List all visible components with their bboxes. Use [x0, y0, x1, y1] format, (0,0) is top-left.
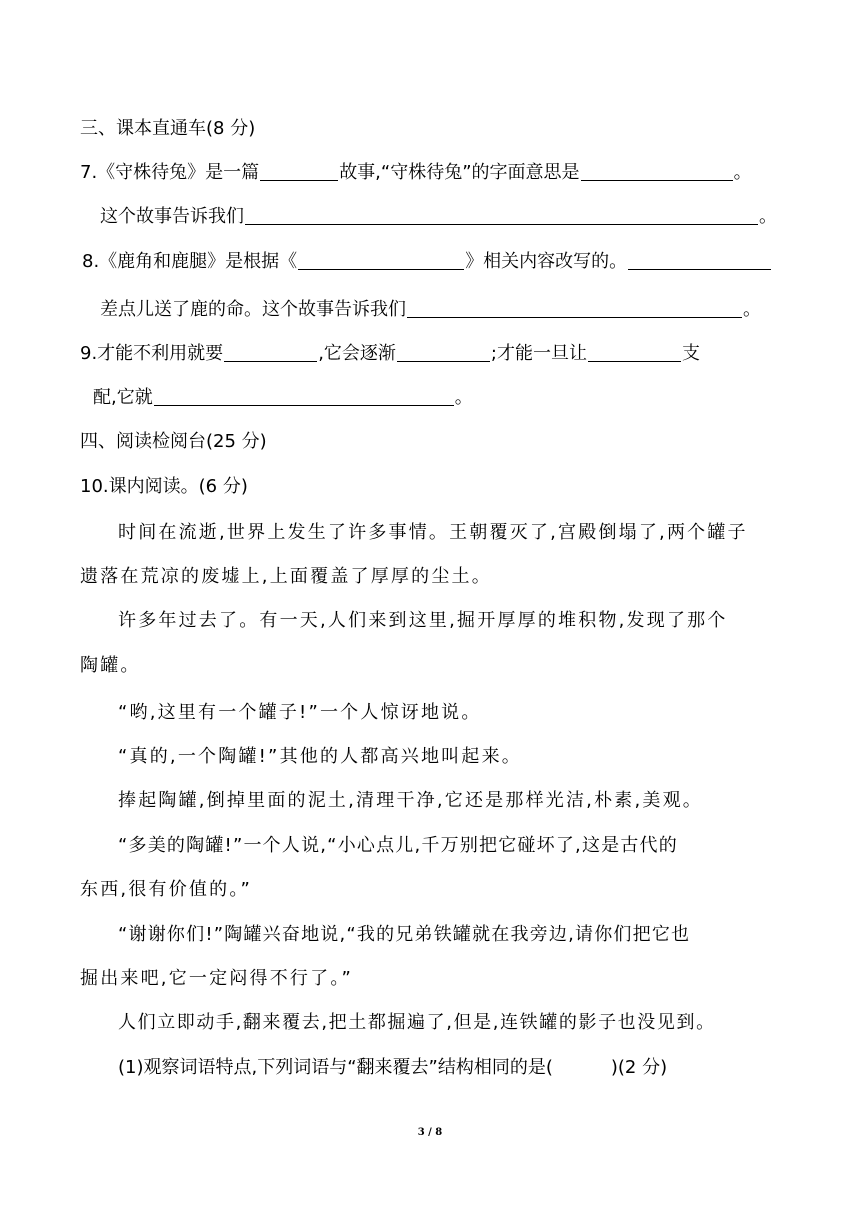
q9-blank-4[interactable] [154, 387, 454, 406]
section3-heading: 三、课本直通车(8 分) [80, 118, 256, 139]
q7-blank-meaning[interactable] [581, 162, 733, 181]
q8-blank-culprit[interactable] [628, 251, 771, 270]
page-number: 3 / 8 [417, 1127, 443, 1138]
q10-sub1-score: )(2 分) [610, 1057, 668, 1078]
passage-line-1: 时间在流逝,世界上发生了许多事情。王朝覆灭了,宫殿倒塌了,两个罐子 [118, 522, 748, 543]
q9-text-5: 配,它就 [93, 387, 153, 408]
q7-line2 [100, 205, 777, 229]
q10-sub1 [118, 1056, 667, 1080]
q9-text-1: 9.才能不利用就要 [80, 343, 224, 364]
q10-sub1-text: (1)观察词语特点,下列词语与“翻来覆去”结构相同的是( [118, 1057, 553, 1078]
q9-blank-2[interactable] [397, 343, 490, 362]
q10-title: 10.课内阅读。(6 分) [80, 476, 248, 497]
q7-line1 [80, 161, 752, 185]
q8-text-1: 8.《鹿角和鹿腿》是根据《 [82, 251, 298, 272]
q9-text-4: 支 [682, 343, 700, 364]
q8-blank-lesson[interactable] [407, 299, 742, 318]
q7-text-1: 7.《守株待兔》是一篇 [80, 162, 260, 183]
passage-line-3: 许多年过去了。有一天,人们来到这里,掘开厚厚的堆积物,发现了那个 [118, 610, 728, 631]
q9-text-2: ,它会逐渐 [318, 343, 396, 364]
passage-line-10: “谢谢你们!”陶罐兴奋地说,“我的兄弟铁罐就在我旁边,请你们把它也 [118, 924, 691, 945]
passage-line-11: 掘出来吧,它一定闷得不行了。” [80, 968, 354, 989]
q9-line2 [93, 386, 473, 410]
q8-text-2: 》相关内容改写的。 [465, 251, 628, 272]
q7-blank-lesson[interactable] [245, 206, 758, 225]
q9-text-6: 。 [454, 387, 473, 408]
q9-text-3: ;才能一旦让 [490, 343, 587, 364]
q9-blank-3[interactable] [588, 343, 681, 362]
passage-line-7: 捧起陶罐,倒掉里面的泥土,清理干净,它还是那样光洁,朴素,美观。 [118, 790, 704, 811]
q8-blank-source[interactable] [298, 251, 464, 270]
q9-line1 [80, 342, 700, 366]
q9-blank-1[interactable] [224, 343, 317, 362]
passage-line-8: “多美的陶罐!”一个人说,“小心点儿,千万别把它碰坏了,这是古代的 [118, 835, 678, 856]
passage-line-2: 遗落在荒凉的废墟上,上面覆盖了厚厚的尘土。 [80, 566, 492, 587]
section4-heading: 四、阅读检阅台(25 分) [80, 431, 267, 452]
q8-text-4: 。 [743, 299, 761, 320]
q7-text-5: 。 [759, 206, 777, 227]
passage-line-6: “真的,一个陶罐!”其他的人都高兴地叫起来。 [118, 746, 522, 767]
q7-text-2: 故事,“守株待兔”的字面意思是 [339, 162, 580, 183]
q8-line2 [100, 298, 761, 322]
q7-blank-genre[interactable] [260, 162, 338, 181]
q7-text-4: 这个故事告诉我们 [100, 206, 244, 227]
q7-text-3: 。 [733, 162, 752, 183]
q8-text-3: 差点儿送了鹿的命。这个故事告诉我们 [100, 299, 406, 320]
passage-line-12: 人们立即动手,翻来覆去,把土都掘遍了,但是,连铁罐的影子也没见到。 [118, 1012, 716, 1033]
passage-line-9: 东西,很有价值的。” [80, 879, 253, 900]
q8-line1 [82, 250, 772, 274]
passage-line-4: 陶罐。 [80, 655, 141, 676]
passage-line-5: “哟,这里有一个罐子!”一个人惊讶地说。 [118, 702, 482, 723]
